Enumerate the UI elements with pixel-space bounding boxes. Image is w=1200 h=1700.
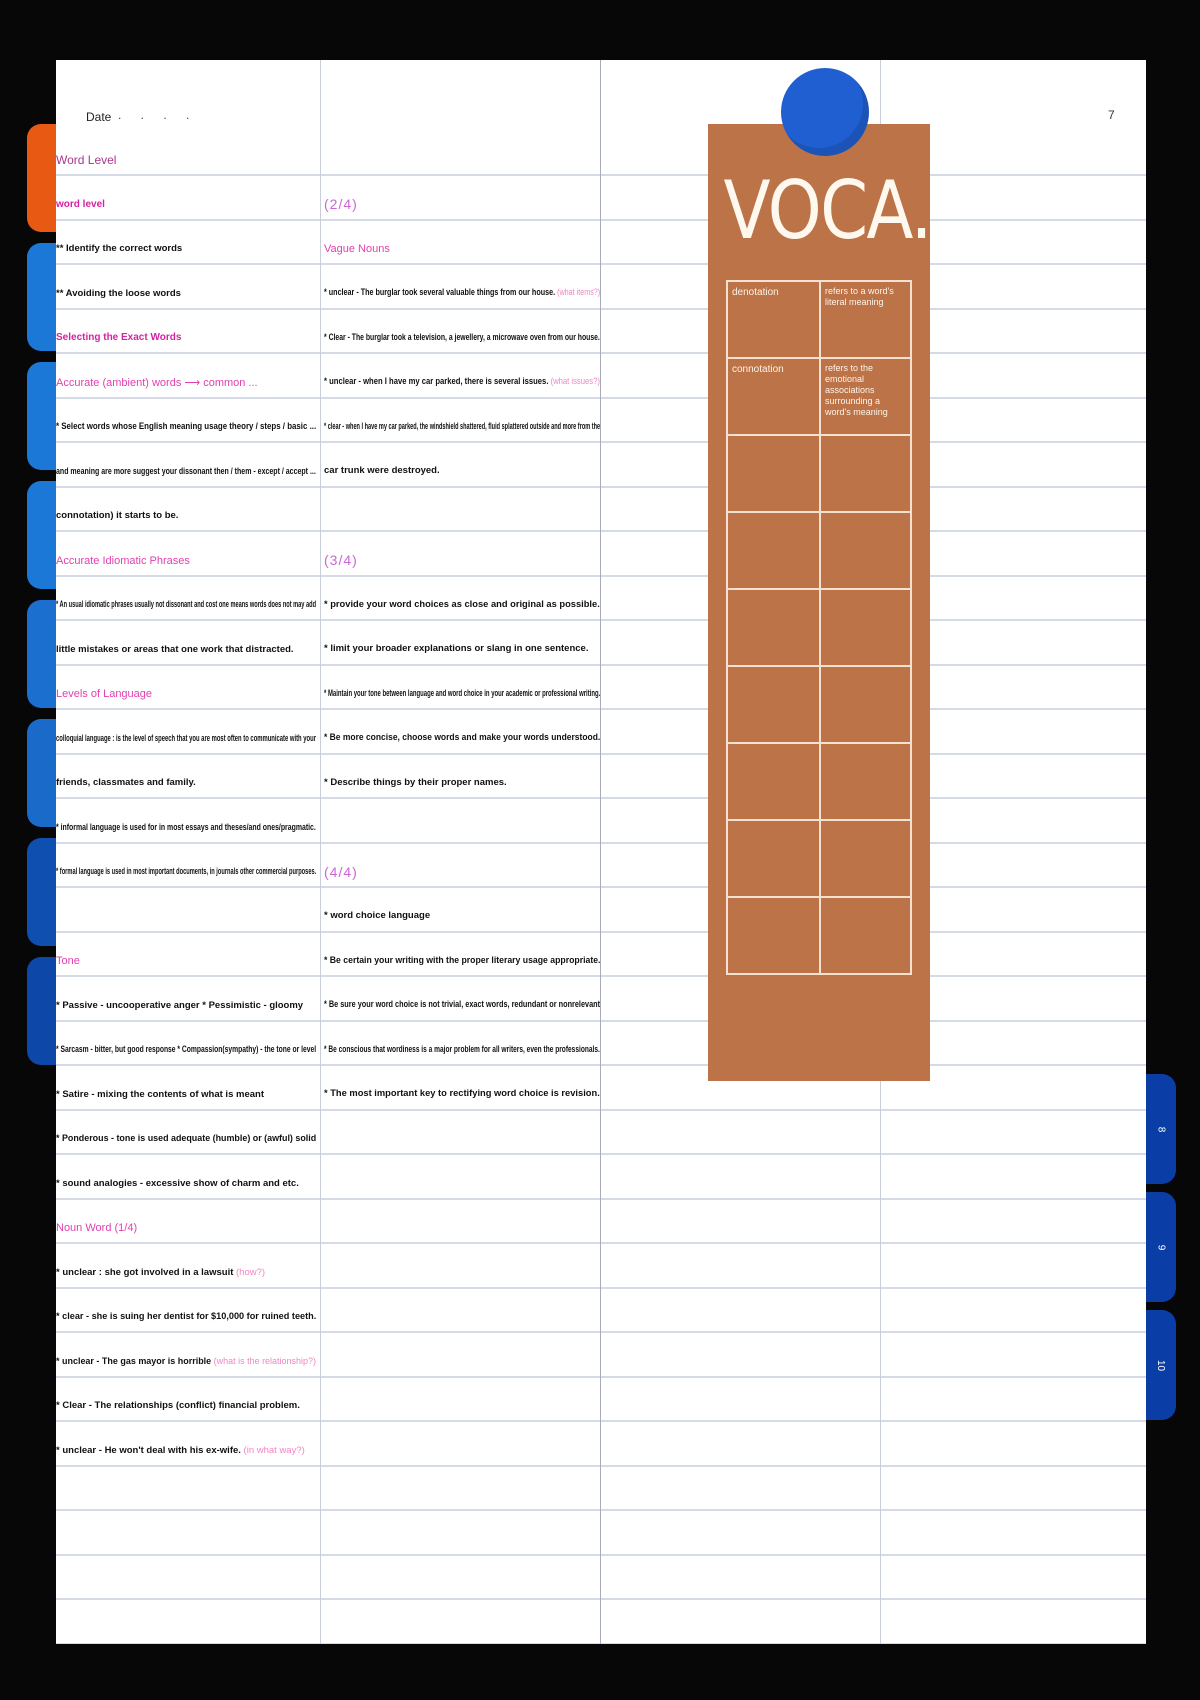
ruled-line bbox=[56, 530, 1146, 532]
note-text: * sound analogies - excessive show of charm and etc. bbox=[56, 1177, 299, 1189]
note-text: * Passive - uncooperative anger * Pessimistic - gloomy bbox=[56, 999, 304, 1011]
note-line bbox=[56, 288, 181, 300]
note-line bbox=[324, 863, 358, 880]
note-line bbox=[324, 243, 390, 255]
section-tab-5[interactable] bbox=[27, 600, 59, 708]
note-text: * Clear - The burglar took a television, a jewellery, a microwave oven from our house. bbox=[324, 331, 600, 343]
note-line bbox=[324, 332, 600, 344]
ruled-line bbox=[56, 1643, 1146, 1645]
note-text: * unclear - The burglar took several valuable things from our house. bbox=[324, 287, 558, 298]
ruled-line bbox=[56, 931, 1146, 933]
ruled-line bbox=[56, 975, 1146, 977]
voca-definition[interactable] bbox=[819, 513, 912, 588]
voca-row bbox=[726, 819, 912, 896]
note-text: * Clear - The relationships (conflict) financial problem. bbox=[56, 1400, 300, 1411]
column-divider-left bbox=[320, 60, 321, 1644]
ruled-line bbox=[56, 1376, 1146, 1378]
note-question: (in what way?) bbox=[243, 1444, 305, 1456]
ruled-line bbox=[56, 797, 1146, 799]
voca-term[interactable] bbox=[726, 821, 819, 896]
note-line bbox=[324, 643, 588, 655]
note-line bbox=[56, 377, 258, 389]
note-line bbox=[324, 1088, 600, 1100]
voca-term[interactable] bbox=[726, 513, 819, 588]
ruled-line bbox=[56, 1420, 1146, 1422]
note-line bbox=[324, 287, 600, 299]
note-text: * An usual idiomatic phrases usually not dissonant and cost one means words does not may add bbox=[56, 599, 317, 610]
ruled-line bbox=[56, 664, 1146, 666]
note-text: friends, classmates and family. bbox=[56, 777, 196, 788]
voca-title: VOCA. bbox=[723, 164, 931, 257]
section-tab-7[interactable] bbox=[27, 838, 59, 946]
note-text: connotation) it starts to be. bbox=[56, 510, 179, 521]
ruled-line bbox=[56, 263, 1146, 265]
note-line bbox=[324, 421, 600, 433]
note-line bbox=[56, 1222, 137, 1234]
voca-definition[interactable]: refers to a word's literal meaning bbox=[819, 282, 912, 357]
page-tab-label: 8 bbox=[1155, 1126, 1167, 1132]
ruled-line bbox=[56, 886, 1146, 888]
note-line bbox=[56, 555, 190, 567]
note-line bbox=[56, 243, 182, 255]
note-text: ** Avoiding the loose words bbox=[56, 287, 181, 299]
note-line bbox=[324, 198, 358, 210]
note-text: Accurate (ambient) words ⟶ common ... bbox=[56, 376, 258, 389]
note-line bbox=[56, 510, 178, 522]
note-text: Vague Nouns bbox=[324, 242, 390, 255]
ruled-line bbox=[56, 219, 1146, 221]
ruled-line bbox=[56, 486, 1146, 488]
ruled-line bbox=[56, 1554, 1146, 1556]
date-value[interactable]: . . . . bbox=[118, 108, 198, 122]
note-text: * Describe things by their proper names. bbox=[324, 776, 507, 788]
note-text: * clear - when I have my car parked, the windshield shattered, fluid splattered outside and more from the bbox=[324, 420, 601, 432]
note-text: * Satire - mixing the contents of what is meant bbox=[56, 1088, 264, 1100]
voca-term[interactable]: denotation bbox=[726, 282, 819, 357]
ruled-line bbox=[56, 1064, 1146, 1066]
ruled-line bbox=[56, 1020, 1146, 1022]
note-line bbox=[56, 1400, 300, 1412]
notebook-page-spread bbox=[56, 60, 1146, 1644]
note-line bbox=[324, 465, 440, 477]
note-text: * The most important key to rectifying word choice is revision. bbox=[324, 1088, 600, 1099]
note-line bbox=[56, 1356, 316, 1368]
voca-term[interactable] bbox=[726, 744, 819, 819]
note-line bbox=[56, 1445, 305, 1457]
voca-row bbox=[726, 357, 912, 434]
voca-table bbox=[726, 280, 912, 975]
section-tab-3[interactable] bbox=[27, 362, 59, 470]
note-line bbox=[324, 999, 600, 1011]
note-text: and meaning are more suggest your dissonant then / them - except / accept ... bbox=[56, 465, 316, 477]
ruled-line bbox=[56, 397, 1146, 399]
ruled-line bbox=[56, 619, 1146, 621]
note-line bbox=[324, 777, 507, 789]
note-text: Tone bbox=[56, 955, 80, 967]
voca-row bbox=[726, 434, 912, 511]
note-line bbox=[56, 154, 116, 166]
note-line bbox=[56, 1000, 303, 1012]
note-line bbox=[324, 554, 358, 566]
voca-definition[interactable] bbox=[819, 590, 912, 665]
ruled-line bbox=[56, 1109, 1146, 1111]
note-text: * Be more concise, choose words and make your words understood. bbox=[324, 732, 601, 743]
date-label: Date bbox=[86, 110, 112, 124]
voca-definition[interactable] bbox=[819, 898, 912, 973]
note-text: car trunk were destroyed. bbox=[324, 465, 440, 476]
section-tab-8[interactable] bbox=[27, 957, 59, 1065]
note-text: * Maintain your tone between language and word choice in your academic or professional writing. bbox=[324, 687, 601, 699]
voca-term[interactable] bbox=[726, 436, 819, 511]
note-line bbox=[324, 910, 430, 922]
ruled-line bbox=[56, 1331, 1146, 1333]
voca-term[interactable] bbox=[726, 898, 819, 973]
section-tab-2[interactable] bbox=[27, 243, 59, 351]
note-text: * Select words whose English meaning usage theory / steps / basic ... bbox=[56, 421, 317, 432]
note-text: Accurate Idiomatic Phrases bbox=[56, 554, 190, 567]
note-text: word level bbox=[56, 198, 105, 210]
note-line bbox=[56, 1178, 299, 1190]
ruled-line bbox=[56, 1598, 1146, 1600]
voca-term[interactable] bbox=[726, 667, 819, 742]
voca-row bbox=[726, 280, 912, 357]
note-text: (4/4) bbox=[324, 863, 358, 880]
ruled-line bbox=[56, 441, 1146, 443]
note-text: ** Identify the correct words bbox=[56, 243, 183, 254]
voca-row bbox=[726, 896, 912, 975]
note-line bbox=[56, 822, 316, 834]
note-text: * clear - she is suing her dentist for $10,000 for ruined teeth. bbox=[56, 1311, 317, 1322]
note-line bbox=[56, 1267, 265, 1279]
voca-term[interactable]: connotation bbox=[726, 359, 819, 434]
ruled-line bbox=[56, 1153, 1146, 1155]
ruled-line bbox=[56, 1242, 1146, 1244]
ruled-line bbox=[56, 753, 1146, 755]
voca-definition[interactable]: refers to the emotional associations surrounding a word's meaning bbox=[819, 359, 912, 434]
note-text: * word choice language bbox=[324, 910, 431, 921]
note-text: little mistakes or areas that one work that distracted. bbox=[56, 643, 294, 655]
note-text: * informal language is used for in most essays and theses/and ones/pragmatic. bbox=[56, 821, 316, 833]
note-line bbox=[56, 644, 294, 656]
page-tab[interactable] bbox=[1146, 1192, 1176, 1302]
note-text: * limit your broader explanations or slang in one sentence. bbox=[324, 643, 589, 654]
page-tab-label: 10 bbox=[1155, 1359, 1167, 1371]
note-text: colloquial language : is the level of speech that you are most often to communicate with your bbox=[56, 732, 317, 744]
note-line bbox=[56, 688, 152, 700]
ruled-line bbox=[56, 708, 1146, 710]
note-text: Word Level bbox=[56, 153, 117, 167]
note-text: * unclear - The gas mayor is horrible bbox=[56, 1355, 214, 1367]
ruled-line bbox=[56, 1509, 1146, 1511]
ruled-line bbox=[56, 308, 1146, 310]
note-text: * formal language is used in most important documents, in journals other commercial purposes. bbox=[56, 866, 317, 877]
note-line bbox=[56, 599, 316, 611]
note-text: * unclear - He won't deal with his ex-wife. bbox=[56, 1444, 244, 1456]
voca-term[interactable] bbox=[726, 590, 819, 665]
note-line bbox=[56, 332, 181, 344]
note-line bbox=[56, 1311, 316, 1323]
voca-row bbox=[726, 742, 912, 819]
note-line bbox=[324, 688, 600, 700]
page-tab-label: 9 bbox=[1155, 1244, 1167, 1250]
note-text: (3/4) bbox=[324, 552, 358, 568]
note-text: (2/4) bbox=[324, 196, 358, 212]
note-line bbox=[56, 866, 316, 878]
ruled-line bbox=[56, 1287, 1146, 1289]
page-tab[interactable] bbox=[1146, 1310, 1176, 1420]
note-line bbox=[324, 599, 600, 611]
note-question: (what items?) bbox=[557, 287, 601, 298]
note-line bbox=[56, 1044, 316, 1056]
note-line bbox=[56, 1133, 316, 1145]
note-line bbox=[324, 1044, 600, 1056]
note-line bbox=[324, 955, 600, 967]
note-line bbox=[56, 421, 316, 433]
note-line bbox=[56, 955, 80, 967]
note-text: * Sarcasm - bitter, but good response * Compassion(sympathy) - the tone or level bbox=[56, 1044, 317, 1055]
section-tab-6[interactable] bbox=[27, 719, 59, 827]
voca-definition[interactable] bbox=[819, 744, 912, 819]
section-tab-1[interactable] bbox=[27, 124, 59, 232]
ruled-line bbox=[56, 174, 1146, 176]
note-text: * unclear : she got involved in a lawsuit bbox=[56, 1266, 237, 1278]
note-text: Noun Word (1/4) bbox=[56, 1222, 138, 1234]
note-text: * Be conscious that wordiness is a major problem for all writers, even the professionals. bbox=[324, 1043, 600, 1055]
voca-definition[interactable] bbox=[819, 821, 912, 896]
blue-pin-icon bbox=[781, 68, 869, 156]
note-text: Levels of Language bbox=[56, 688, 153, 700]
section-tab-4[interactable] bbox=[27, 481, 59, 589]
note-text: * Be sure your word choice is not trivial, exact words, redundant or nonrelevant bbox=[324, 999, 601, 1010]
note-question: (what is the relationship?) bbox=[213, 1355, 316, 1367]
note-text: * unclear - when I have my car parked, there is several issues. bbox=[324, 376, 551, 387]
ruled-line bbox=[56, 842, 1146, 844]
ruled-line bbox=[56, 575, 1146, 577]
ruled-line bbox=[56, 1465, 1146, 1467]
note-line bbox=[56, 466, 316, 478]
note-text: * provide your word choices as close and original as possible. bbox=[324, 598, 600, 610]
note-question: (how?) bbox=[236, 1266, 266, 1278]
note-line bbox=[324, 376, 600, 388]
page-tab[interactable] bbox=[1146, 1074, 1176, 1184]
note-line bbox=[56, 199, 105, 211]
voca-definition[interactable] bbox=[819, 667, 912, 742]
voca-definition[interactable] bbox=[819, 436, 912, 511]
voca-row bbox=[726, 511, 912, 588]
note-line bbox=[56, 1089, 264, 1101]
voca-sticker-card[interactable] bbox=[708, 124, 930, 1081]
voca-row bbox=[726, 588, 912, 665]
note-line bbox=[56, 733, 316, 745]
page-number: 7 bbox=[1108, 108, 1115, 122]
ruled-line bbox=[56, 352, 1146, 354]
ruled-line bbox=[56, 1198, 1146, 1200]
note-line bbox=[324, 732, 600, 744]
note-text: * Ponderous - tone is used adequate (humble) or (awful) solid bbox=[56, 1133, 317, 1144]
voca-row bbox=[726, 665, 912, 742]
note-question: (what issues?) bbox=[550, 376, 600, 387]
note-text: Selecting the Exact Words bbox=[56, 332, 182, 343]
note-text: * Be certain your writing with the proper literary usage appropriate. bbox=[324, 954, 601, 966]
note-line bbox=[56, 777, 196, 789]
